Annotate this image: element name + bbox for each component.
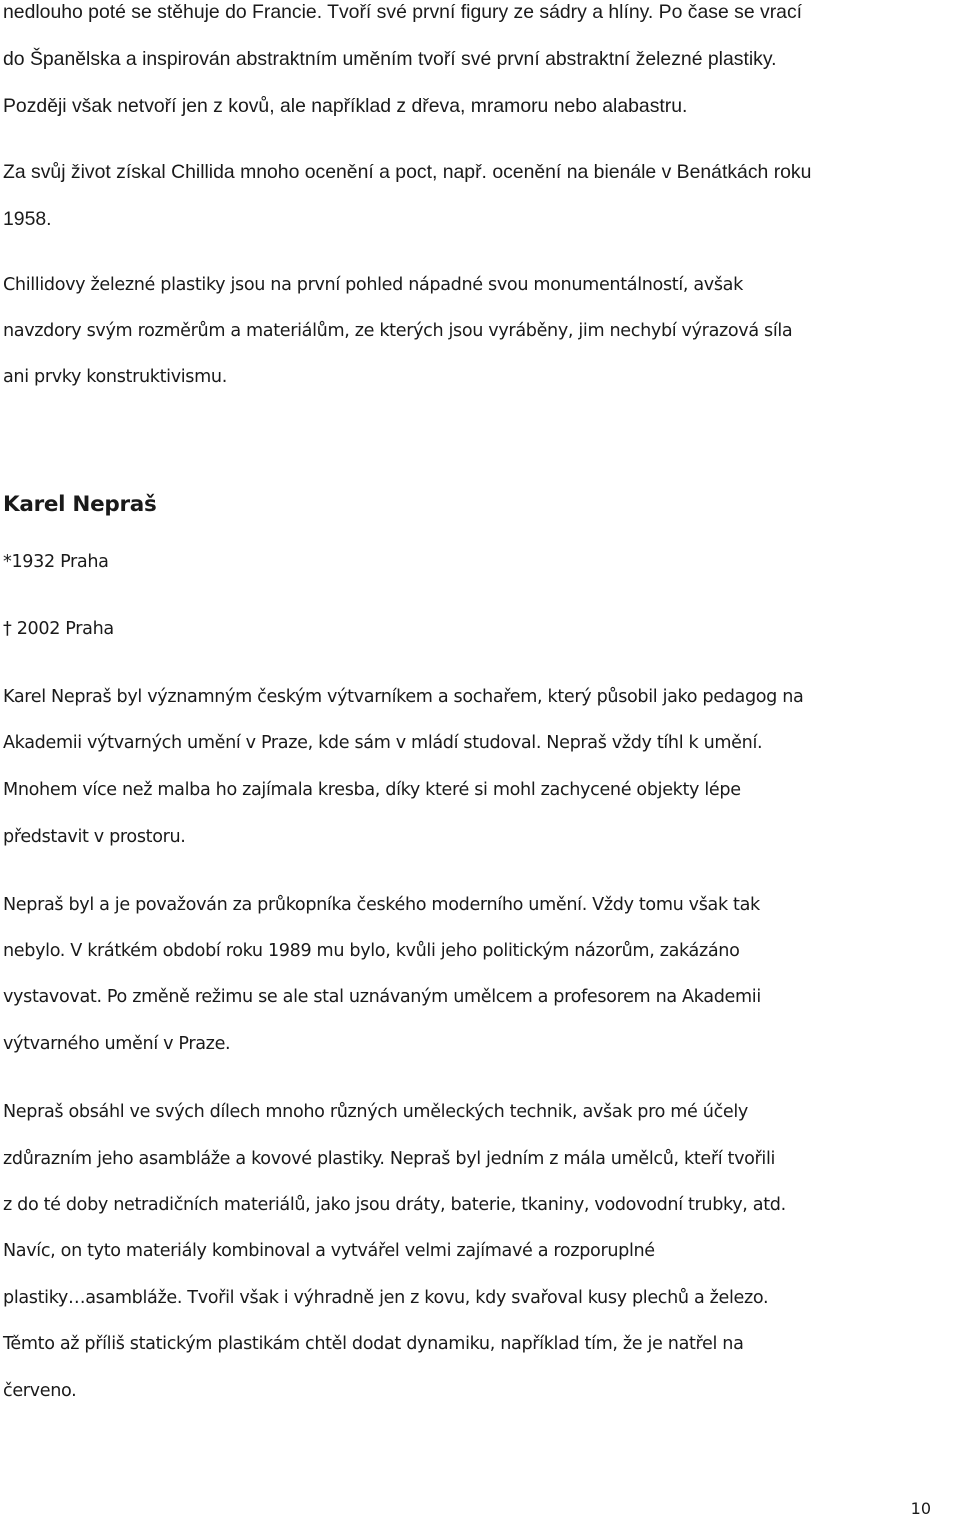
text-line: Navíc, on tyto materiály kombinoval a vytvářel velmi zajímavé a rozporuplné bbox=[3, 1241, 655, 1261]
text-line: červeno. bbox=[3, 1381, 77, 1401]
text-line: Karel Nepraš byl významným českým výtvarníkem a sochařem, který působil jako pedagog na bbox=[3, 687, 804, 707]
text-line: nebylo. V krátkém období roku 1989 mu bylo, kvůli jeho politickým názorům, zakázáno bbox=[3, 941, 740, 961]
text-line: z do té doby netradičních materiálů, jako jsou dráty, baterie, tkaniny, vodovodní trubky, atd. bbox=[3, 1195, 786, 1215]
text-line: představit v prostoru. bbox=[3, 827, 186, 847]
text-line: výtvarného umění v Praze. bbox=[3, 1034, 231, 1054]
text-line: zdůrazním jeho asambláže a kovové plastiky. Nepraš byl jedním z mála umělců, kteří tvořili bbox=[3, 1149, 776, 1169]
text-line: do Španělska a inspirován abstraktním uměním tvoří své první abstraktní železné plastiky. bbox=[3, 48, 777, 70]
text-line: Za svůj život získal Chillida mnoho ocenění a poct, např. ocenění na bienále v Benátkách roku bbox=[3, 161, 812, 183]
text-line: Nepraš byl a je považován za průkopníka českého moderního umění. Vždy tomu však tak bbox=[3, 895, 760, 915]
text-line: 1958. bbox=[3, 208, 52, 230]
text-line: Chillidovy železné plastiky jsou na první pohled nápadné svou monumentálností, avšak bbox=[3, 275, 743, 295]
birth-info: *1932 Praha bbox=[3, 552, 109, 572]
text-line: ani prvky konstruktivismu. bbox=[3, 367, 227, 387]
text-line: vystavovat. Po změně režimu se ale stal uznávaným umělcem a profesorem na Akademii bbox=[3, 987, 761, 1007]
text-line: Nepraš obsáhl ve svých dílech mnoho různých uměleckých technik, avšak pro mé účely bbox=[3, 1102, 748, 1122]
section-heading: Karel Nepraš bbox=[3, 492, 157, 517]
death-info: † 2002 Praha bbox=[3, 619, 114, 639]
page-number: 10 bbox=[910, 1499, 931, 1518]
text-line: nedlouho poté se stěhuje do Francie. Tvoří své první figury ze sádry a hlíny. Po čase se vrací bbox=[3, 1, 803, 23]
text-line: Akademii výtvarných umění v Praze, kde sám v mládí studoval. Nepraš vždy tíhl k umění. bbox=[3, 733, 763, 753]
text-line: navzdory svým rozměrům a materiálům, ze kterých jsou vyráběny, jim nechybí výrazová síla bbox=[3, 321, 793, 341]
text-line: plastiky…asambláže. Tvořil však i výhradně jen z kovu, kdy svařoval kusy plechů a železo. bbox=[3, 1288, 769, 1308]
text-line: Těmto až příliš statickým plastikám chtěl dodat dynamiku, například tím, že je natřel na bbox=[3, 1334, 744, 1354]
text-line: Mnohem více než malba ho zajímala kresba, díky které si mohl zachycené objekty lépe bbox=[3, 780, 741, 800]
text-line: Později však netvoří jen z kovů, ale například z dřeva, mramoru nebo alabastru. bbox=[3, 95, 688, 117]
